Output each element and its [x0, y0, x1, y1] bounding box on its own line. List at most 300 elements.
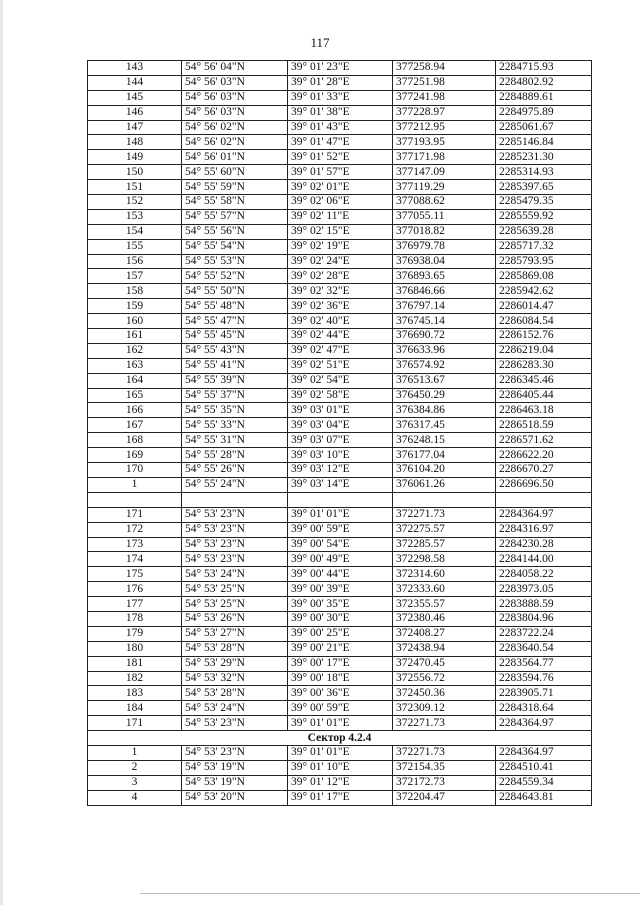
- x-coordinate-cell: 372271.73: [393, 745, 496, 760]
- x-coordinate-cell: 377119.29: [393, 180, 496, 195]
- point-number-cell: 155: [88, 239, 182, 254]
- latitude-cell: 54° 53' 23"N: [182, 507, 288, 522]
- y-coordinate-cell: 2286405.44: [496, 388, 592, 403]
- table-row: [88, 448, 592, 463]
- table-row: [88, 477, 592, 492]
- longitude-cell: 39° 02' 28"E: [288, 269, 393, 284]
- longitude-cell: 39° 00' 17"E: [288, 656, 393, 671]
- point-number-cell: 163: [88, 358, 182, 373]
- longitude-cell: 39° 02' 54"E: [288, 373, 393, 388]
- longitude-cell: 39° 02' 47"E: [288, 343, 393, 358]
- point-number-cell: 162: [88, 343, 182, 358]
- x-coordinate-cell: 376104.20: [393, 463, 496, 478]
- latitude-cell: 54° 53' 19"N: [182, 760, 288, 775]
- point-number-cell: 158: [88, 284, 182, 299]
- latitude-cell: 54° 55' 59"N: [182, 180, 288, 195]
- point-number-cell: 169: [88, 448, 182, 463]
- longitude-cell: 39° 01' 17"E: [288, 790, 393, 805]
- latitude-cell: 54° 55' 24"N: [182, 477, 288, 492]
- point-number-cell: 148: [88, 135, 182, 150]
- point-number-cell: 153: [88, 209, 182, 224]
- longitude-cell: 39° 02' 36"E: [288, 299, 393, 314]
- y-coordinate-cell: 2286014.47: [496, 299, 592, 314]
- point-number-cell: 181: [88, 656, 182, 671]
- x-coordinate-cell: 376450.29: [393, 388, 496, 403]
- table-row: [88, 582, 592, 597]
- y-coordinate-cell: 2284510.41: [496, 760, 592, 775]
- table-row: [88, 61, 592, 76]
- latitude-cell: 54° 56' 01"N: [182, 150, 288, 165]
- y-coordinate-cell: 2286463.18: [496, 403, 592, 418]
- latitude-cell: 54° 55' 43"N: [182, 343, 288, 358]
- point-number-cell: 167: [88, 418, 182, 433]
- longitude-cell: 39° 01' 23"E: [288, 61, 393, 76]
- longitude-cell: 39° 00' 39"E: [288, 582, 393, 597]
- table-row: [88, 433, 592, 448]
- x-coordinate-cell: 376061.26: [393, 477, 496, 492]
- y-coordinate-cell: 2284802.92: [496, 75, 592, 90]
- point-number-cell: 179: [88, 626, 182, 641]
- y-coordinate-cell: 2283722.24: [496, 626, 592, 641]
- y-coordinate-cell: 2284364.97: [496, 716, 592, 731]
- x-coordinate-cell: 372154.35: [393, 760, 496, 775]
- x-coordinate-cell: 372271.73: [393, 507, 496, 522]
- table-row: [88, 567, 592, 582]
- bottom-scan-line: [140, 893, 640, 894]
- latitude-cell: 54° 55' 39"N: [182, 373, 288, 388]
- y-coordinate-cell: 2286670.27: [496, 463, 592, 478]
- x-coordinate-cell: 376979.78: [393, 239, 496, 254]
- longitude-cell: 39° 02' 58"E: [288, 388, 393, 403]
- point-number-cell: 160: [88, 314, 182, 329]
- x-coordinate-cell: 372438.94: [393, 641, 496, 656]
- latitude-cell: 54° 55' 41"N: [182, 358, 288, 373]
- x-coordinate-cell: 372204.47: [393, 790, 496, 805]
- x-coordinate-cell: 372333.60: [393, 582, 496, 597]
- x-coordinate-cell: 372556.72: [393, 671, 496, 686]
- x-coordinate-cell: 376248.15: [393, 433, 496, 448]
- x-coordinate-cell: 376574.92: [393, 358, 496, 373]
- point-number-cell: 156: [88, 254, 182, 269]
- point-number-cell: 184: [88, 701, 182, 716]
- y-coordinate-cell: 2286084.54: [496, 314, 592, 329]
- latitude-cell: 54° 55' 58"N: [182, 195, 288, 210]
- point-number-cell: 166: [88, 403, 182, 418]
- latitude-cell: 54° 55' 37"N: [182, 388, 288, 403]
- page-number: 117: [310, 35, 330, 50]
- section-title: Сектор 4.2.4: [88, 731, 592, 746]
- point-number-cell: 183: [88, 686, 182, 701]
- table-row: [88, 343, 592, 358]
- latitude-cell: 54° 55' 54"N: [182, 239, 288, 254]
- point-number-cell: 177: [88, 597, 182, 612]
- x-coordinate-cell: 377055.11: [393, 209, 496, 224]
- longitude-cell: 39° 02' 15"E: [288, 224, 393, 239]
- x-coordinate-cell: 376690.72: [393, 329, 496, 344]
- longitude-cell: 39° 00' 59"E: [288, 522, 393, 537]
- latitude-cell: 54° 53' 27"N: [182, 626, 288, 641]
- longitude-cell: 39° 03' 14"E: [288, 477, 393, 492]
- x-coordinate-cell: 376633.96: [393, 343, 496, 358]
- table-row: [88, 314, 592, 329]
- latitude-cell: 54° 56' 03"N: [182, 75, 288, 90]
- latitude-cell: 54° 53' 19"N: [182, 775, 288, 790]
- point-number-cell: 147: [88, 120, 182, 135]
- table-row: [88, 75, 592, 90]
- point-number-cell: 151: [88, 180, 182, 195]
- table-row: [88, 760, 592, 775]
- y-coordinate-cell: 2284889.61: [496, 90, 592, 105]
- x-coordinate-cell: 372470.45: [393, 656, 496, 671]
- point-number-cell: 170: [88, 463, 182, 478]
- table-row: [88, 388, 592, 403]
- point-number-cell: 157: [88, 269, 182, 284]
- table-row: [88, 284, 592, 299]
- longitude-cell: 39° 00' 59"E: [288, 701, 393, 716]
- y-coordinate-cell: 2284975.89: [496, 105, 592, 120]
- table-row: [88, 358, 592, 373]
- table-row: [88, 120, 592, 135]
- y-coordinate-cell: 2284364.97: [496, 745, 592, 760]
- x-coordinate-cell: 372172.73: [393, 775, 496, 790]
- latitude-cell: 54° 53' 24"N: [182, 567, 288, 582]
- point-number-cell: 182: [88, 671, 182, 686]
- latitude-cell: 54° 53' 24"N: [182, 701, 288, 716]
- x-coordinate-cell: 377258.94: [393, 61, 496, 76]
- y-coordinate-cell: 2284230.28: [496, 537, 592, 552]
- latitude-cell: 54° 56' 03"N: [182, 105, 288, 120]
- longitude-cell: 39° 03' 07"E: [288, 433, 393, 448]
- point-number-cell: 152: [88, 195, 182, 210]
- table-row: [88, 701, 592, 716]
- x-coordinate-cell: 376893.65: [393, 269, 496, 284]
- y-coordinate-cell: 2284144.00: [496, 552, 592, 567]
- blank-row: [88, 492, 592, 507]
- x-coordinate-cell: 372314.60: [393, 567, 496, 582]
- x-coordinate-cell: 376177.04: [393, 448, 496, 463]
- latitude-cell: 54° 55' 26"N: [182, 463, 288, 478]
- point-number-cell: 165: [88, 388, 182, 403]
- point-number-cell: 1: [88, 477, 182, 492]
- y-coordinate-cell: 2285397.65: [496, 180, 592, 195]
- y-coordinate-cell: 2285639.28: [496, 224, 592, 239]
- y-coordinate-cell: 2286571.62: [496, 433, 592, 448]
- x-coordinate-cell: 372271.73: [393, 716, 496, 731]
- latitude-cell: 54° 55' 35"N: [182, 403, 288, 418]
- longitude-cell: 39° 00' 36"E: [288, 686, 393, 701]
- y-coordinate-cell: 2284715.93: [496, 61, 592, 76]
- longitude-cell: 39° 02' 11"E: [288, 209, 393, 224]
- x-coordinate-cell: 372408.27: [393, 626, 496, 641]
- table-row: [88, 597, 592, 612]
- table-row: [88, 209, 592, 224]
- y-coordinate-cell: 2283888.59: [496, 597, 592, 612]
- table-row: [88, 790, 592, 805]
- y-coordinate-cell: 2285942.62: [496, 284, 592, 299]
- point-number-cell: 171: [88, 716, 182, 731]
- x-coordinate-cell: 372309.12: [393, 701, 496, 716]
- point-number-cell: 159: [88, 299, 182, 314]
- x-coordinate-cell: 377171.98: [393, 150, 496, 165]
- section-header: [88, 731, 592, 746]
- table-row: [88, 135, 592, 150]
- latitude-cell: 54° 55' 31"N: [182, 433, 288, 448]
- y-coordinate-cell: 2284316.97: [496, 522, 592, 537]
- y-coordinate-cell: 2284364.97: [496, 507, 592, 522]
- longitude-cell: 39° 01' 01"E: [288, 507, 393, 522]
- table-row: [88, 239, 592, 254]
- table-row: [88, 105, 592, 120]
- latitude-cell: 54° 53' 20"N: [182, 790, 288, 805]
- longitude-cell: 39° 03' 01"E: [288, 403, 393, 418]
- x-coordinate-cell: 376384.86: [393, 403, 496, 418]
- point-number-cell: 168: [88, 433, 182, 448]
- latitude-cell: 54° 55' 52"N: [182, 269, 288, 284]
- table-group-2: [88, 507, 592, 730]
- table-row: [88, 537, 592, 552]
- longitude-cell: 39° 01' 43"E: [288, 120, 393, 135]
- latitude-cell: 54° 55' 47"N: [182, 314, 288, 329]
- y-coordinate-cell: 2285314.93: [496, 165, 592, 180]
- point-number-cell: 178: [88, 611, 182, 626]
- longitude-cell: 39° 00' 21"E: [288, 641, 393, 656]
- point-number-cell: 175: [88, 567, 182, 582]
- point-number-cell: 149: [88, 150, 182, 165]
- scan-edge: [0, 0, 3, 905]
- table-row: [88, 745, 592, 760]
- x-coordinate-cell: 376938.04: [393, 254, 496, 269]
- latitude-cell: 54° 53' 29"N: [182, 656, 288, 671]
- latitude-cell: 54° 55' 28"N: [182, 448, 288, 463]
- longitude-cell: 39° 02' 24"E: [288, 254, 393, 269]
- x-coordinate-cell: 377018.82: [393, 224, 496, 239]
- table-row: [88, 224, 592, 239]
- longitude-cell: 39° 03' 04"E: [288, 418, 393, 433]
- longitude-cell: 39° 00' 25"E: [288, 626, 393, 641]
- latitude-cell: 54° 53' 25"N: [182, 597, 288, 612]
- longitude-cell: 39° 01' 01"E: [288, 745, 393, 760]
- table-row: [88, 671, 592, 686]
- table-row: [88, 403, 592, 418]
- latitude-cell: 54° 55' 48"N: [182, 299, 288, 314]
- point-number-cell: 164: [88, 373, 182, 388]
- point-number-cell: 1: [88, 745, 182, 760]
- point-number-cell: 154: [88, 224, 182, 239]
- latitude-cell: 54° 55' 50"N: [182, 284, 288, 299]
- table-row: [88, 329, 592, 344]
- x-coordinate-cell: 377147.09: [393, 165, 496, 180]
- point-number-cell: 180: [88, 641, 182, 656]
- x-coordinate-cell: 372355.57: [393, 597, 496, 612]
- latitude-cell: 54° 55' 53"N: [182, 254, 288, 269]
- y-coordinate-cell: 2285146.84: [496, 135, 592, 150]
- y-coordinate-cell: 2286622.20: [496, 448, 592, 463]
- y-coordinate-cell: 2286345.46: [496, 373, 592, 388]
- x-coordinate-cell: 377193.95: [393, 135, 496, 150]
- y-coordinate-cell: 2284058.22: [496, 567, 592, 582]
- table-group-3: [88, 745, 592, 805]
- latitude-cell: 54° 53' 28"N: [182, 686, 288, 701]
- longitude-cell: 39° 03' 10"E: [288, 448, 393, 463]
- table-row: [88, 641, 592, 656]
- table-group-1: [88, 61, 592, 493]
- point-number-cell: 146: [88, 105, 182, 120]
- point-number-cell: 174: [88, 552, 182, 567]
- y-coordinate-cell: 2285479.35: [496, 195, 592, 210]
- table-row: [88, 716, 592, 731]
- x-coordinate-cell: 372450.36: [393, 686, 496, 701]
- longitude-cell: 39° 00' 35"E: [288, 597, 393, 612]
- latitude-cell: 54° 55' 57"N: [182, 209, 288, 224]
- table-row: [88, 165, 592, 180]
- longitude-cell: 39° 01' 28"E: [288, 75, 393, 90]
- y-coordinate-cell: 2285869.08: [496, 269, 592, 284]
- table-row: [88, 254, 592, 269]
- y-coordinate-cell: 2285793.95: [496, 254, 592, 269]
- x-coordinate-cell: 376846.66: [393, 284, 496, 299]
- table-row: [88, 552, 592, 567]
- x-coordinate-cell: 376317.45: [393, 418, 496, 433]
- latitude-cell: 54° 55' 60"N: [182, 165, 288, 180]
- y-coordinate-cell: 2283973.05: [496, 582, 592, 597]
- x-coordinate-cell: 377251.98: [393, 75, 496, 90]
- latitude-cell: 54° 53' 25"N: [182, 582, 288, 597]
- longitude-cell: 39° 00' 54"E: [288, 537, 393, 552]
- table-row: [88, 522, 592, 537]
- x-coordinate-cell: 376513.67: [393, 373, 496, 388]
- table-row: [88, 299, 592, 314]
- table-row: [88, 269, 592, 284]
- point-number-cell: 176: [88, 582, 182, 597]
- table-row: [88, 180, 592, 195]
- point-number-cell: 2: [88, 760, 182, 775]
- longitude-cell: 39° 02' 40"E: [288, 314, 393, 329]
- latitude-cell: 54° 55' 33"N: [182, 418, 288, 433]
- y-coordinate-cell: 2283804.96: [496, 611, 592, 626]
- longitude-cell: 39° 02' 06"E: [288, 195, 393, 210]
- x-coordinate-cell: 376797.14: [393, 299, 496, 314]
- point-number-cell: 173: [88, 537, 182, 552]
- x-coordinate-cell: 372285.57: [393, 537, 496, 552]
- longitude-cell: 39° 01' 57"E: [288, 165, 393, 180]
- point-number-cell: 150: [88, 165, 182, 180]
- longitude-cell: 39° 00' 18"E: [288, 671, 393, 686]
- table-row: [88, 626, 592, 641]
- y-coordinate-cell: 2286152.76: [496, 329, 592, 344]
- latitude-cell: 54° 55' 45"N: [182, 329, 288, 344]
- longitude-cell: 39° 00' 49"E: [288, 552, 393, 567]
- longitude-cell: 39° 02' 32"E: [288, 284, 393, 299]
- point-number-cell: 143: [88, 61, 182, 76]
- point-number-cell: 3: [88, 775, 182, 790]
- longitude-cell: 39° 03' 12"E: [288, 463, 393, 478]
- point-number-cell: 4: [88, 790, 182, 805]
- x-coordinate-cell: 372380.46: [393, 611, 496, 626]
- longitude-cell: 39° 01' 47"E: [288, 135, 393, 150]
- longitude-cell: 39° 02' 01"E: [288, 180, 393, 195]
- y-coordinate-cell: 2283564.77: [496, 656, 592, 671]
- x-coordinate-cell: 376745.14: [393, 314, 496, 329]
- y-coordinate-cell: 2283905.71: [496, 686, 592, 701]
- table-row: [88, 656, 592, 671]
- y-coordinate-cell: 2285061.67: [496, 120, 592, 135]
- table-row: [88, 90, 592, 105]
- latitude-cell: 54° 53' 23"N: [182, 537, 288, 552]
- x-coordinate-cell: 377088.62: [393, 195, 496, 210]
- point-number-cell: 144: [88, 75, 182, 90]
- y-coordinate-cell: 2285231.30: [496, 150, 592, 165]
- latitude-cell: 54° 53' 23"N: [182, 745, 288, 760]
- table-row: [88, 463, 592, 478]
- latitude-cell: 54° 53' 28"N: [182, 641, 288, 656]
- longitude-cell: 39° 01' 01"E: [288, 716, 393, 731]
- table-row: [88, 150, 592, 165]
- latitude-cell: 54° 56' 02"N: [182, 135, 288, 150]
- y-coordinate-cell: 2285717.32: [496, 239, 592, 254]
- latitude-cell: 54° 53' 23"N: [182, 522, 288, 537]
- x-coordinate-cell: 372275.57: [393, 522, 496, 537]
- y-coordinate-cell: 2286283.30: [496, 358, 592, 373]
- longitude-cell: 39° 00' 30"E: [288, 611, 393, 626]
- latitude-cell: 54° 56' 03"N: [182, 90, 288, 105]
- longitude-cell: 39° 02' 51"E: [288, 358, 393, 373]
- table-row: [88, 775, 592, 790]
- latitude-cell: 54° 53' 23"N: [182, 716, 288, 731]
- longitude-cell: 39° 01' 10"E: [288, 760, 393, 775]
- blank-separator: [88, 492, 592, 507]
- y-coordinate-cell: 2284643.81: [496, 790, 592, 805]
- longitude-cell: 39° 02' 19"E: [288, 239, 393, 254]
- table-row: [88, 611, 592, 626]
- latitude-cell: 54° 53' 26"N: [182, 611, 288, 626]
- latitude-cell: 54° 55' 56"N: [182, 224, 288, 239]
- table-row: [88, 507, 592, 522]
- y-coordinate-cell: 2286696.50: [496, 477, 592, 492]
- latitude-cell: 54° 53' 32"N: [182, 671, 288, 686]
- x-coordinate-cell: 377241.98: [393, 90, 496, 105]
- y-coordinate-cell: 2283594.76: [496, 671, 592, 686]
- point-number-cell: 161: [88, 329, 182, 344]
- longitude-cell: 39° 01' 33"E: [288, 90, 393, 105]
- coordinates-table: [87, 60, 592, 806]
- longitude-cell: 39° 01' 38"E: [288, 105, 393, 120]
- y-coordinate-cell: 2283640.54: [496, 641, 592, 656]
- table-row: [88, 418, 592, 433]
- point-number-cell: 171: [88, 507, 182, 522]
- longitude-cell: 39° 00' 44"E: [288, 567, 393, 582]
- point-number-cell: 145: [88, 90, 182, 105]
- point-number-cell: 172: [88, 522, 182, 537]
- y-coordinate-cell: 2284559.34: [496, 775, 592, 790]
- table-row: [88, 373, 592, 388]
- latitude-cell: 54° 53' 23"N: [182, 552, 288, 567]
- longitude-cell: 39° 02' 44"E: [288, 329, 393, 344]
- x-coordinate-cell: 377212.95: [393, 120, 496, 135]
- longitude-cell: 39° 01' 52"E: [288, 150, 393, 165]
- y-coordinate-cell: 2286219.04: [496, 343, 592, 358]
- x-coordinate-cell: 377228.97: [393, 105, 496, 120]
- y-coordinate-cell: 2285559.92: [496, 209, 592, 224]
- latitude-cell: 54° 56' 02"N: [182, 120, 288, 135]
- x-coordinate-cell: 372298.58: [393, 552, 496, 567]
- latitude-cell: 54° 56' 04"N: [182, 61, 288, 76]
- y-coordinate-cell: 2284318.64: [496, 701, 592, 716]
- table-row: [88, 195, 592, 210]
- longitude-cell: 39° 01' 12"E: [288, 775, 393, 790]
- table-row: [88, 686, 592, 701]
- section-row: [88, 731, 592, 746]
- y-coordinate-cell: 2286518.59: [496, 418, 592, 433]
